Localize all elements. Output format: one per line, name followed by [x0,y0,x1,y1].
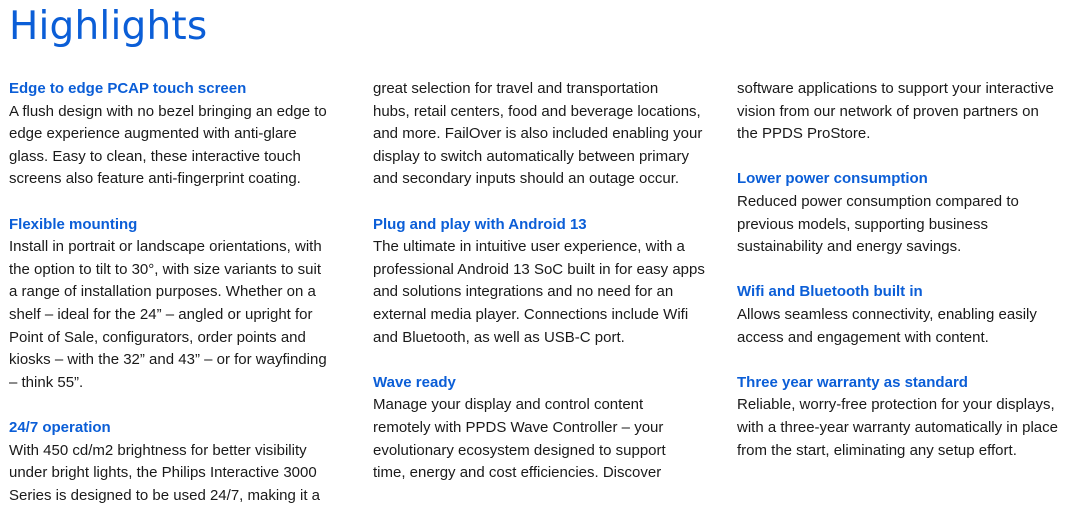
body-text-line: hubs, retail centers, food and beverage locations, [373,102,701,120]
body-text-line: kiosks – with the 32” and 43” – or for wayfinding [9,351,327,369]
section-heading-flexible-mounting: Flexible mounting [9,215,138,233]
body-text-line: and solutions integrations and no need for an [373,283,674,301]
body-text-line: – think 55”. [9,373,84,391]
body-text-line: Series is designed to be used 24/7, making it a [9,486,321,504]
body-text-line: with a three-year warranty automatically in place [737,418,1058,436]
body-text-line: shelf – ideal for the 24” – angled or upright for [9,305,313,323]
body-text-line: software applications to support your interactive [737,80,1054,97]
section-spacer [737,146,1082,169]
section-heading-plug-and-play: Plug and play with Android 13 [373,215,587,233]
body-text-line: Manage your display and control content [373,396,644,414]
section-spacer [9,191,354,214]
body-text-line: sustainability and energy savings. [737,238,962,256]
body-text-line: Reliable, worry-free protection for your displays, [737,396,1055,414]
body-text-line: edge experience augmented with anti-glare [9,125,297,143]
body-text-line: time, energy and cost efficiencies. Discover [373,464,662,482]
section-spacer [9,394,354,417]
highlights-column-2 [373,78,718,485]
body-text-line: previous models, supporting business [737,215,988,233]
body-text-line: and Bluetooth, as well as USB-C port. [373,328,625,346]
body-text-line: remotely with PPDS Wave Controller – your [373,418,664,436]
section-heading-wave-ready: Wave ready [373,373,456,391]
body-text-line: A flush design with no bezel bringing an edge to [9,102,327,120]
body-text-line: With 450 cd/m2 brightness for better visibility [9,441,307,459]
body-text-line: Allows seamless connectivity, enabling easily [737,305,1037,323]
body-text-line: from the start, eliminating any setup effort. [737,441,1017,459]
body-text-line: Point of Sale, configurators, order points and [9,328,306,346]
body-text-line: Reduced power consumption compared to [737,192,1019,210]
section-spacer [373,191,718,214]
body-text-line: professional Android 13 SoC built in for easy apps [373,260,705,278]
body-text-line: the option to tilt to 30°, with size variants to suit [9,260,321,278]
page-title: Highlights [9,4,208,49]
body-text-line: display to switch automatically between primary [373,147,689,165]
section-heading-wifi-bluetooth: Wifi and Bluetooth built in [737,283,923,301]
highlights-column-3 [737,78,1082,462]
section-spacer [737,349,1082,372]
body-text-line: a range of installation purposes. Whether on a [9,283,316,301]
body-text-line: screens also feature anti-fingerprint coating. [9,170,301,188]
section-heading-lower-power: Lower power consumption [737,170,928,188]
body-text-line: glass. Easy to clean, these interactive touch [9,147,301,165]
section-heading-warranty: Three year warranty as standard [737,373,968,391]
section-spacer [373,349,718,372]
body-text-line: external media player. Connections include Wifi [373,305,689,323]
body-text-line: great selection for travel and transportation [373,80,659,97]
section-heading-24-7-operation: 24/7 operation [9,418,111,436]
section-spacer [737,259,1082,282]
body-text-line: under bright lights, the Philips Interactive 3000 [9,464,317,482]
highlights-column-1 [9,78,354,507]
body-text-line: evolutionary ecosystem designed to support [373,441,666,459]
body-text-line: vision from our network of proven partners on [737,102,1039,120]
body-text-line: The ultimate in intuitive user experience, with a [373,238,685,256]
body-text-line: Install in portrait or landscape orientations, with [9,238,322,256]
body-text-line: and secondary inputs should an outage occur. [373,170,680,188]
section-heading-edge-to-edge: Edge to edge PCAP touch screen [9,80,247,97]
body-text-line: the PPDS ProStore. [737,125,871,143]
body-text-line: access and engagement with content. [737,328,989,346]
body-text-line: and more. FailOver is also included enabling your [373,125,703,143]
